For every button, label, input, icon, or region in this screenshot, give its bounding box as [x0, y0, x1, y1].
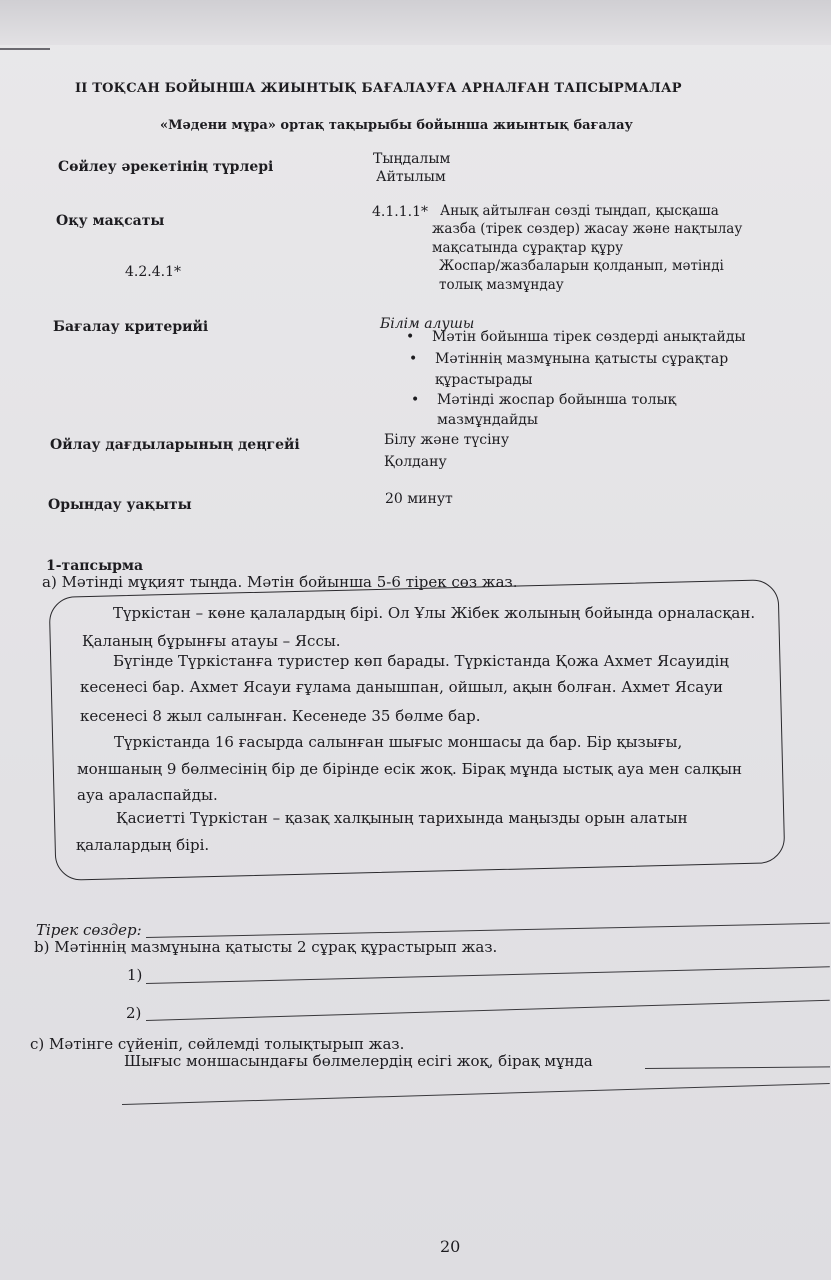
thinking-level-label: Ойлау дағдыларының деңгейі — [50, 437, 300, 453]
time-value: 20 минут — [385, 491, 453, 507]
learning-goal-label: Оқу мақсаты — [56, 213, 165, 229]
text-line-8: ауа араласпайды. — [77, 786, 218, 804]
sentence-completion-line-2[interactable] — [122, 1083, 830, 1105]
thinking-level-2: Қолдану — [384, 454, 447, 470]
keywords-answer-line[interactable] — [146, 923, 830, 938]
text-line-3: Бүгінде Түркістанға туристер көп барады. Түркістанда Қожа Ахмет Ясауидің — [113, 652, 729, 670]
question-1-number: 1) — [127, 966, 143, 984]
text-line-5: кесенесі 8 жыл салынған. Кесенеде 35 бөлме бар. — [80, 707, 481, 725]
time-label: Орындау уақыты — [48, 497, 192, 513]
task-c-sentence: Шығыс моншасындағы бөлмелердің есігі жоқ, бірақ мұнда — [124, 1052, 593, 1070]
text-line-9: Қасиетті Түркістан – қазақ халқының тарихында маңызды орын алатын — [116, 809, 688, 827]
goal1-line-3: мақсатында сұрақтар құру — [432, 240, 624, 256]
criteria-label: Бағалау критерийі — [53, 319, 209, 335]
task-title: 1-тапсырма — [46, 558, 144, 574]
corner-mark — [0, 48, 50, 50]
goal2-code: 4.2.4.1* — [125, 264, 181, 280]
text-line-1: Түркістан – көне қалалардың бірі. Ол Ұлы Жібек жолының бойында орналасқан. — [113, 604, 756, 622]
page-subtitle: «Мәдени мұра» ортақ тақырыбы бойынша жиынтық бағалау — [160, 118, 633, 133]
goal1-code: 4.1.1.1* — [372, 204, 428, 220]
criteria-item-1: • Мәтін бойынша тірек сөздерді анықтайды — [432, 328, 746, 346]
task-a-instruction: а) Мәтінді мұқият тыңда. Мәтін бойынша 5-6 тірек сөз жаз. — [42, 573, 518, 591]
speech-type-1: Тыңдалым — [373, 151, 451, 167]
task-b-instruction: b) Мәтіннің мазмұнына қатысты 2 сұрақ құрастырып жаз. — [34, 938, 498, 956]
text-line-10: қалалардың бірі. — [76, 836, 210, 854]
sentence-completion-line[interactable] — [645, 1066, 830, 1069]
speech-type-2: Айтылым — [376, 169, 446, 185]
keywords-label: Тірек сөздер: — [36, 921, 142, 939]
criteria-item-3: • Мәтінді жоспар бойынша толық — [437, 391, 676, 409]
goal2-line-2: толық мазмұндау — [439, 277, 564, 293]
page-top-shadow — [0, 0, 831, 45]
goal1-line-2: жазба (тірек сөздер) жасау және нақтылау — [432, 221, 743, 237]
page-title: II ТОҚСАН БОЙЫНША ЖИЫНТЫҚ БАҒАЛАУҒА АРНАЛҒАН ТАПСЫРМАЛАР — [75, 81, 682, 96]
question-1-answer-line[interactable] — [146, 966, 830, 984]
speech-types-label: Сөйлеу әрекетінің түрлері — [58, 159, 274, 175]
goal2-line-1: Жоспар/жазбаларын қолданып, мәтінді — [439, 258, 724, 274]
goal1-line-1: Анық айтылған сөзді тыңдап, қысқаша — [440, 203, 719, 219]
thinking-level-1: Білу және түсіну — [384, 432, 510, 448]
task-c-instruction: c) Мәтінге сүйеніп, сөйлемді толықтырып жаз. — [30, 1035, 405, 1053]
text-line-6: Түркістанда 16 ғасырда салынған шығыс моншасы да бар. Бір қызығы, — [114, 733, 683, 751]
question-2-number: 2) — [126, 1004, 142, 1022]
criteria-intro: Білім алушы — [380, 316, 475, 332]
text-line-7: моншаның 9 бөлмесінің бір де бірінде есік жоқ. Бірақ мұнда ыстық ауа мен салқын — [77, 760, 743, 778]
criteria-item-2-cont: құрастырады — [435, 372, 533, 388]
criteria-item-2: • Мәтіннің мазмұнына қатысты сұрақтар — [435, 350, 728, 368]
text-line-2: Қаланың бұрынғы атауы – Яссы. — [82, 632, 341, 650]
criteria-item-3-cont: мазмұндайды — [437, 412, 539, 428]
question-2-answer-line[interactable] — [146, 1000, 830, 1021]
page-number: 20 — [440, 1237, 461, 1256]
text-line-4: кесенесі бар. Ахмет Ясауи ғұлама данышпан, ойшыл, ақын болған. Ахмет Ясауи — [80, 678, 724, 696]
